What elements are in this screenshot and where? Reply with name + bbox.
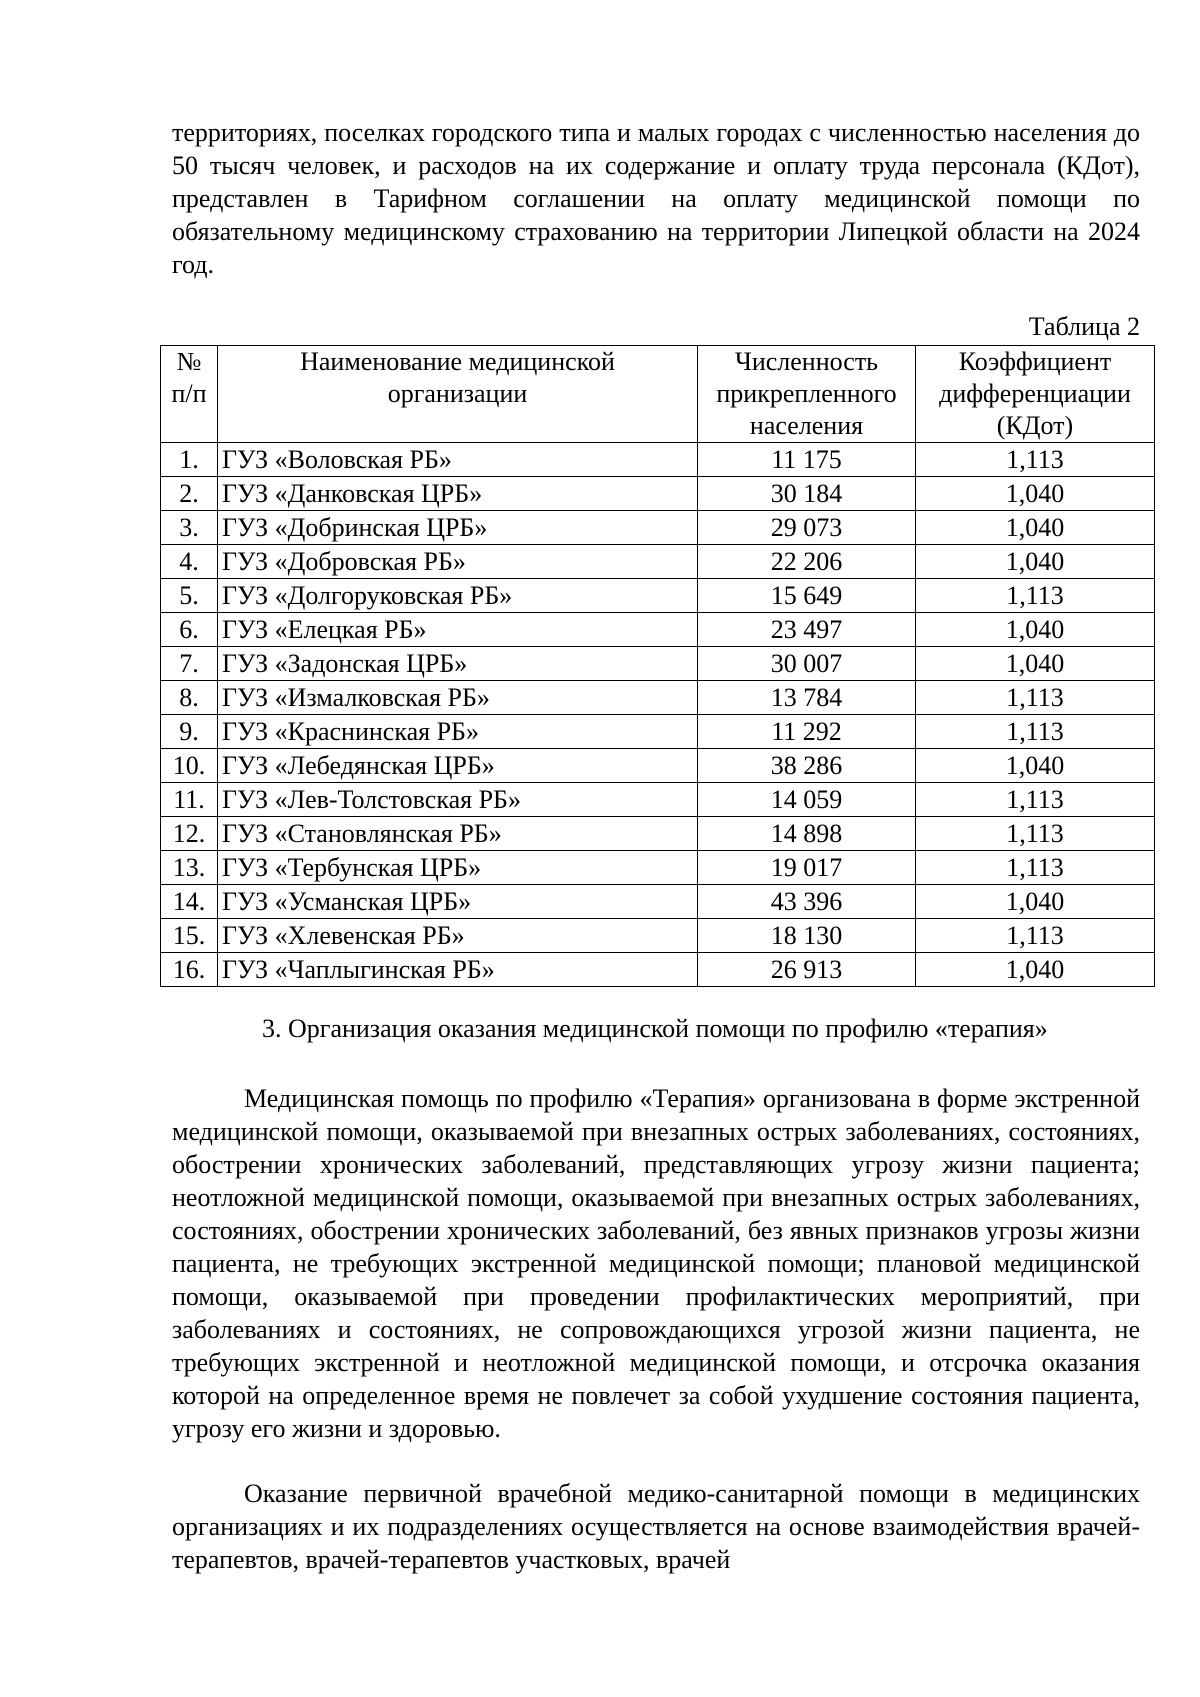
intro-line: помощи по обязательному медицинскому страхованию на территории: [172, 184, 1140, 246]
coefficient-value: 1,040: [916, 953, 1155, 987]
table-row: [161, 545, 1155, 579]
intro-line: населения до 50 тысяч человек, и расходов на их содержание и оплату труда: [172, 118, 1140, 180]
intro-paragraph: [172, 116, 1140, 281]
coefficient-value: 1,040: [916, 885, 1155, 919]
row-number: 9.: [161, 715, 218, 749]
header-organization-name: Наименование медицинской организации: [218, 346, 698, 443]
row-number: 3.: [161, 511, 218, 545]
coefficient-value: 1,113: [916, 715, 1155, 749]
row-number: 12.: [161, 817, 218, 851]
table-row: [161, 715, 1155, 749]
table-body: [161, 443, 1155, 987]
organizations-table: [160, 345, 1155, 987]
population-value: 14 059: [698, 783, 916, 817]
organization-name: ГУЗ «Становлянская РБ»: [218, 817, 698, 851]
population-value: 11 292: [698, 715, 916, 749]
organization-name: ГУЗ «Краснинская РБ»: [218, 715, 698, 749]
coefficient-value: 1,040: [916, 613, 1155, 647]
organization-name: ГУЗ «Добринская ЦРБ»: [218, 511, 698, 545]
population-value: 11 175: [698, 443, 916, 477]
population-value: 30 184: [698, 477, 916, 511]
population-value: 13 784: [698, 681, 916, 715]
population-value: 26 913: [698, 953, 916, 987]
coefficient-value: 1,040: [916, 477, 1155, 511]
population-value: 18 130: [698, 919, 916, 953]
population-value: 38 286: [698, 749, 916, 783]
header-coefficient: Коэффициент дифференциации (КДот): [916, 346, 1155, 443]
row-number: 6.: [161, 613, 218, 647]
organization-name: ГУЗ «Елецкая РБ»: [218, 613, 698, 647]
table-row: [161, 613, 1155, 647]
organization-name: ГУЗ «Чаплыгинская РБ»: [218, 953, 698, 987]
coefficient-value: 1,040: [916, 647, 1155, 681]
population-value: 29 073: [698, 511, 916, 545]
population-value: 15 649: [698, 579, 916, 613]
row-number: 11.: [161, 783, 218, 817]
population-value: 23 497: [698, 613, 916, 647]
intro-line: персонала (КДот), представлен в Тарифном соглашении на оплату медицинской: [172, 151, 1141, 213]
table-row: [161, 953, 1155, 987]
table-row: [161, 443, 1155, 477]
population-value: 43 396: [698, 885, 916, 919]
organization-name: ГУЗ «Долгоруковская РБ»: [218, 579, 698, 613]
table-label: Таблица 2: [1028, 312, 1140, 341]
coefficient-value: 1,113: [916, 851, 1155, 885]
population-value: 19 017: [698, 851, 916, 885]
intro-line: территориях, поселках городского типа и малых городах с численностью: [172, 118, 987, 147]
header-population: Численность прикрепленного населения: [698, 346, 916, 443]
row-number: 13.: [161, 851, 218, 885]
table-row: [161, 681, 1155, 715]
population-value: 30 007: [698, 647, 916, 681]
row-number: 8.: [161, 681, 218, 715]
table-row: [161, 749, 1155, 783]
body-paragraph-1: Медицинская помощь по профилю «Терапия» организована в форме экстренной медицинской помощи, оказываемой при внезапных острых заболеваниях, состояниях, обострении хронических заболеваний, представляющих угрозу жизни пациента; неотложной медицинской помощи, оказываемой при внезапных острых заболеваниях, состояниях, обострении хронических заболеваний, без явных признаков угрозы жизни пациента, не требующих экстренной медицинской помощи; плановой медицинской помощи, оказываемой при проведении профилактических мероприятий, при заболеваниях и состояниях, не сопровождающихся угрозой жизни пациента, не требующих экстренной и неотложной медицинской помощи, и отсрочка оказания которой на определенное время не повлечет за собой ухудшение состояния пациента, угрозу его жизни и здоровью.: [172, 1084, 1140, 1443]
row-number: 10.: [161, 749, 218, 783]
organization-name: ГУЗ «Задонская ЦРБ»: [218, 647, 698, 681]
organization-name: ГУЗ «Добровская РБ»: [218, 545, 698, 579]
row-number: 16.: [161, 953, 218, 987]
header-number: № п/п: [161, 346, 218, 443]
coefficient-value: 1,113: [916, 443, 1155, 477]
organization-name: ГУЗ «Воловская РБ»: [218, 443, 698, 477]
row-number: 1.: [161, 443, 218, 477]
table-row: [161, 511, 1155, 545]
coefficient-value: 1,113: [916, 783, 1155, 817]
coefficient-value: 1,113: [916, 681, 1155, 715]
organization-name: ГУЗ «Усманская ЦРБ»: [218, 885, 698, 919]
organization-name: ГУЗ «Лев-Толстовская РБ»: [218, 783, 698, 817]
organization-name: ГУЗ «Хлевенская РБ»: [218, 919, 698, 953]
population-value: 22 206: [698, 545, 916, 579]
coefficient-value: 1,040: [916, 511, 1155, 545]
row-number: 14.: [161, 885, 218, 919]
row-number: 4.: [161, 545, 218, 579]
row-number: 2.: [161, 477, 218, 511]
table-row: [161, 477, 1155, 511]
table-row: [161, 783, 1155, 817]
table-row: [161, 919, 1155, 953]
coefficient-value: 1,040: [916, 545, 1155, 579]
body-paragraph-2: Оказание первичной врачебной медико-санитарной помощи в медицинских организациях и их подразделениях осуществляется на основе взаимодействия врачей-терапевтов, врачей-терапевтов участковых, врачей: [172, 1479, 1140, 1574]
table-row: [161, 579, 1155, 613]
row-number: 5.: [161, 579, 218, 613]
organization-name: ГУЗ «Тербунская ЦРБ»: [218, 851, 698, 885]
coefficient-value: 1,113: [916, 579, 1155, 613]
organization-name: ГУЗ «Лебедянская ЦРБ»: [218, 749, 698, 783]
section-title: 3. Организация оказания медицинской помощи по профилю «терапия»: [262, 1014, 1048, 1043]
coefficient-value: 1,113: [916, 919, 1155, 953]
intro-line: Липецкой области на 2024 год.: [172, 217, 1140, 279]
organization-name: ГУЗ «Измалковская РБ»: [218, 681, 698, 715]
table-row: [161, 851, 1155, 885]
organization-name: ГУЗ «Данковская ЦРБ»: [218, 477, 698, 511]
coefficient-value: 1,040: [916, 749, 1155, 783]
population-value: 14 898: [698, 817, 916, 851]
table-row: [161, 647, 1155, 681]
row-number: 7.: [161, 647, 218, 681]
coefficient-value: 1,113: [916, 817, 1155, 851]
table-header-row: [161, 346, 1155, 443]
table-row: [161, 817, 1155, 851]
row-number: 15.: [161, 919, 218, 953]
table-row: [161, 885, 1155, 919]
